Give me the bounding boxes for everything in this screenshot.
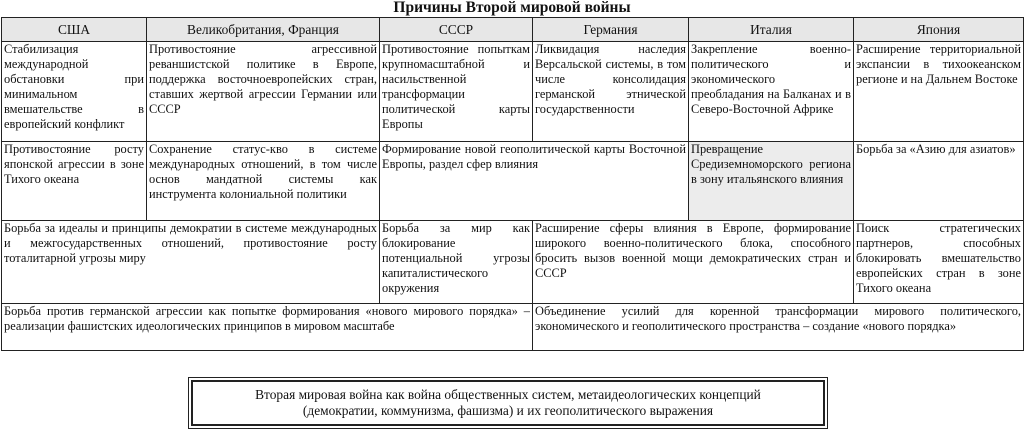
table-row [2, 42, 1024, 142]
cell-ussr: Борьба за мир как блокирование потенциальной угрозы капиталистического окружения [380, 221, 533, 304]
cell-uk-france: Противостояние агрессивной реваншистской политике в Европе, поддержка восточноевропейских стран, ставших жертвой агрессии Германии или СССР [147, 42, 380, 142]
col-header-usa: США [2, 18, 147, 42]
page-title: Причины Второй мировой войны [393, 0, 631, 16]
cell-usa: Противостояние росту японской агрессии в зоне Тихого океана [2, 142, 147, 221]
summary-box [188, 377, 828, 429]
header-row [2, 18, 1024, 42]
summary-line-1: Вторая мировая война как война общественных систем, метаидеологических концепций [255, 387, 761, 402]
table-row [2, 142, 1024, 221]
summary-text [191, 380, 825, 426]
cell-uk-france: Сохранение статус-кво в системе международных отношений, в том числе основ мандатной системы как инструмента колониальной политики [147, 142, 380, 221]
cell-italy: Превращение Средиземноморского региона в зону итальянского влияния [689, 142, 854, 221]
cell-germany-italy: Расширение сферы влияния в Европе, формирование широкого военно-политического блока, способного бросить вызов военной мощи демократических стран и СССР [533, 221, 854, 304]
cell-japan: Расширение территориальной экспансии в тихоокеанском регионе и на Дальнем Востоке [854, 42, 1024, 142]
cell-usa-uk-france: Борьба за идеалы и принципы демократии в системе международных и межгосударственных отношений, противостояние росту тоталитарной угрозы миру [2, 221, 380, 304]
cell-ussr: Противостояние попыткам крупномасштабной и насильственной трансформации политической карты Европы [380, 42, 533, 142]
cell-italy: Закрепление военно-политического и экономического преобладания на Балканах и в Северо-Восточной Африке [689, 42, 854, 142]
col-header-uk-france: Великобритания, Франция [147, 18, 380, 42]
table-row [2, 221, 1024, 304]
col-header-japan: Япония [854, 18, 1024, 42]
causes-table [1, 17, 1024, 351]
cell-usa: Стабилизация международной обстановки при минимальном вмешательстве в европейский конфликт [2, 42, 147, 142]
col-header-italy: Италия [689, 18, 854, 42]
cell-japan: Поиск стратегических партнеров, способных блокировать вмешательство европейских стран в зоне Тихого океана [854, 221, 1024, 304]
col-header-ussr: СССР [380, 18, 533, 42]
summary-line-2: (демократии, коммунизма, фашизма) и их геополитического выражения [302, 403, 714, 418]
cell-japan: Борьба за «Азию для азиатов» [854, 142, 1024, 221]
cell-ussr-germany: Формирование новой геополитической карты Восточной Европы, раздел сфер влияния [380, 142, 689, 221]
col-header-germany: Германия [533, 18, 689, 42]
cell-germany: Ликвидация наследия Версальской системы, в том числе консолидация германской этнической государственности [533, 42, 689, 142]
cell-allies: Борьба против германской агрессии как попытке формирования «нового мирового порядка» – реализации фашистских идеологических принципов в мировом масштабе [2, 304, 533, 351]
cell-axis: Объединение усилий для коренной трансформации мирового политического, экономического и геополитического пространства – создание «нового порядка» [533, 304, 1024, 351]
table-row [2, 304, 1024, 351]
